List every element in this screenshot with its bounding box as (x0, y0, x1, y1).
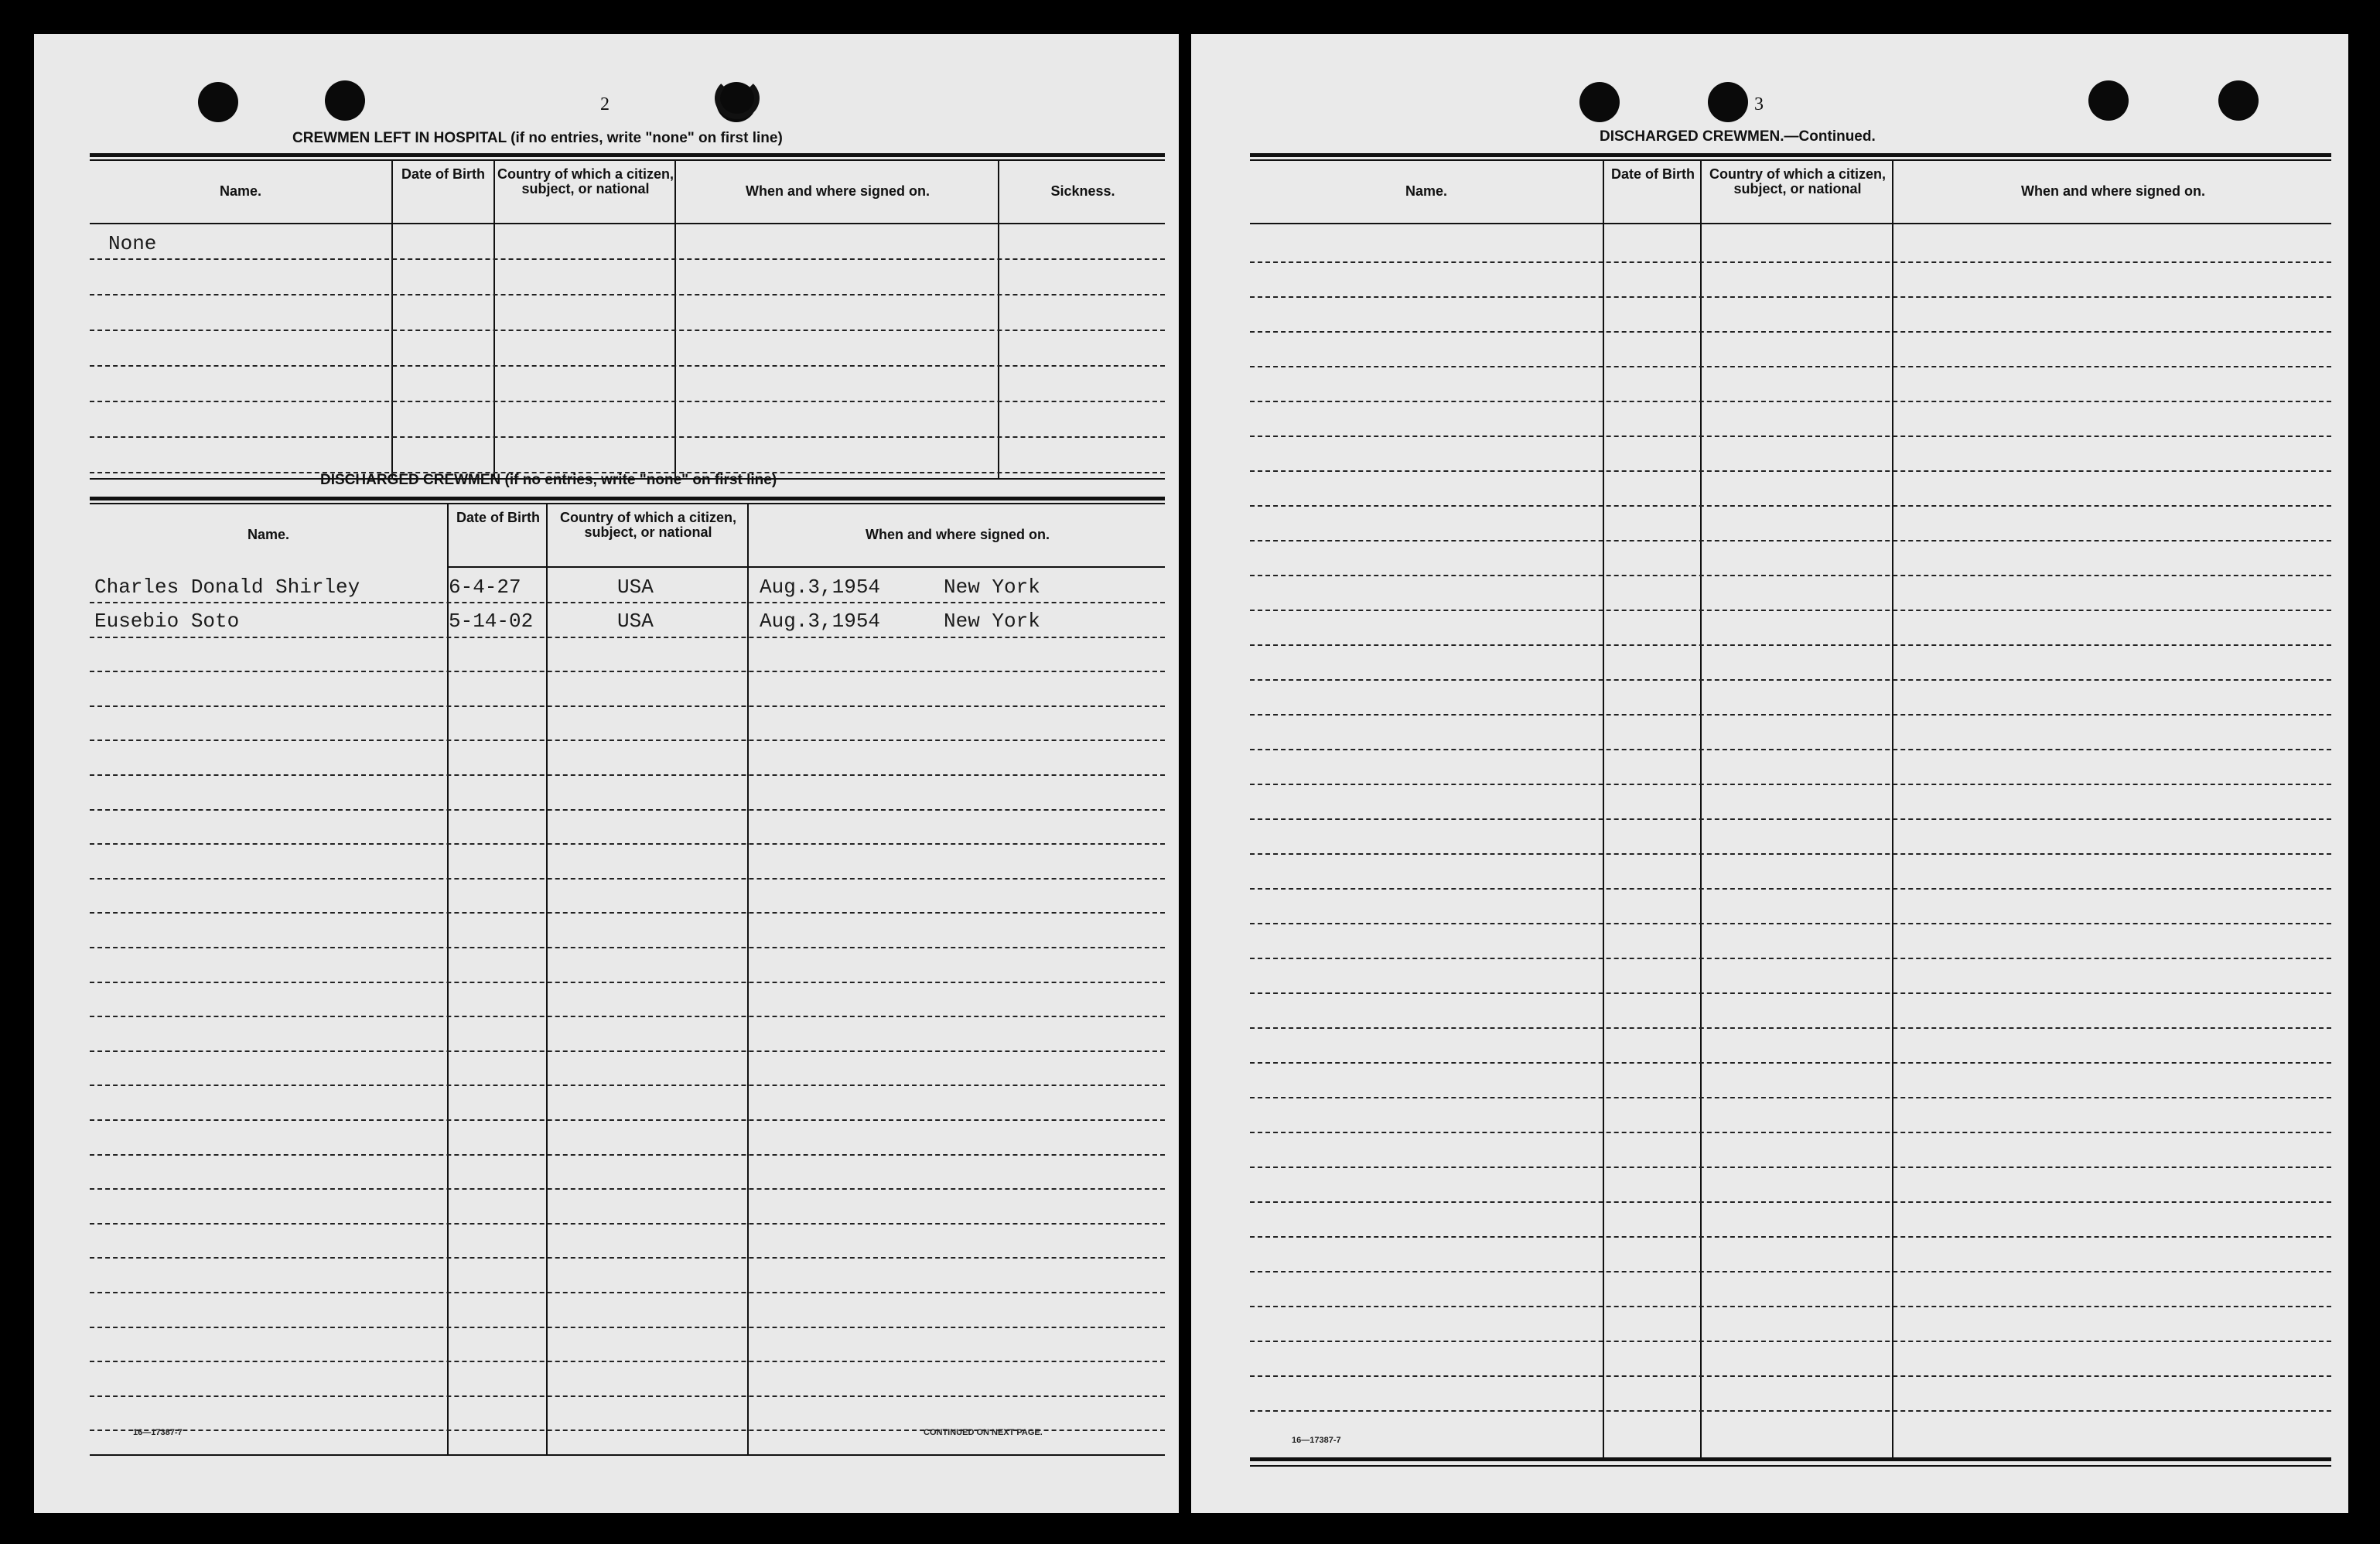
ruled-line (90, 1292, 1165, 1293)
ruled-line (1250, 1341, 2331, 1342)
hospital-country-header: Country of which a citizen, subject, or national (497, 166, 674, 196)
crewman-country: USA (617, 576, 654, 599)
ruled-line (1250, 1167, 2331, 1168)
ruled-line (1250, 1306, 2331, 1307)
ruled-line (1250, 784, 2331, 785)
discharged-dob-header: Date of Birth (456, 510, 540, 525)
ruled-line (90, 365, 1165, 367)
left-form-page (34, 34, 1179, 1513)
ruled-line (1250, 436, 2331, 437)
signed-on-place: New York (944, 576, 1040, 599)
ruled-line (1250, 679, 2331, 681)
rule (90, 497, 1165, 500)
column-divider (546, 504, 548, 1456)
ruled-line (90, 1395, 1165, 1397)
ruled-line (1250, 992, 2331, 994)
column-divider (493, 161, 495, 480)
ruled-line (90, 982, 1165, 983)
discharged-name-header: Name. (247, 527, 290, 542)
hospital-name-header: Name. (219, 183, 262, 199)
discharged-section-title: DISCHARGED CREWMEN (if no entries, write "none" on first line) (320, 472, 777, 488)
crewman-name: Eusebio Soto (94, 610, 240, 633)
ruled-line (90, 671, 1165, 672)
ruled-line (1250, 888, 2331, 890)
page-number: 2 (600, 94, 610, 114)
country-header: Country of which a citizen, subject, or national (1709, 166, 1886, 196)
ruled-line (1250, 401, 2331, 402)
crewman-dob: 6-4-27 (449, 576, 521, 599)
ruled-line (90, 1188, 1165, 1190)
ruled-line (90, 843, 1165, 845)
column-divider (447, 504, 449, 1456)
column-divider (1892, 161, 1893, 1460)
rule (1250, 153, 2331, 157)
ruled-line (1250, 1132, 2331, 1133)
column-divider (391, 161, 393, 480)
signed-header: When and where signed on. (2020, 183, 2206, 199)
hospital-section-title: CREWMEN LEFT IN HOSPITAL (if no entries, write "none" on first line) (292, 130, 783, 146)
name-header: Name. (1405, 183, 1448, 199)
ruled-line (90, 1016, 1165, 1017)
rule (1250, 1457, 2331, 1461)
ruled-line (90, 809, 1165, 811)
ruled-line (90, 1223, 1165, 1225)
signed-on-place: New York (944, 610, 1040, 633)
ruled-line (1250, 1097, 2331, 1098)
ruled-line (1250, 331, 2331, 333)
torn-punch-hole (715, 77, 760, 119)
rule (90, 1454, 1165, 1456)
punch-hole (2088, 80, 2129, 121)
column-divider (747, 504, 749, 1456)
ruled-line (1250, 505, 2331, 507)
hospital-sickness-header: Sickness. (1050, 183, 1115, 199)
form-number: 16—17387-7 (133, 1428, 183, 1437)
signed-on-date: Aug.3,1954 (760, 576, 881, 599)
hospital-entry: None (108, 232, 157, 255)
punch-hole (2218, 80, 2259, 121)
punch-hole (1708, 82, 1748, 122)
ruled-line (90, 1119, 1165, 1121)
ruled-line (1250, 853, 2331, 855)
ruled-line (90, 637, 1165, 638)
ruled-line (90, 774, 1165, 776)
crewman-country: USA (617, 610, 654, 633)
ruled-line (90, 1085, 1165, 1086)
ruled-line (1250, 923, 2331, 924)
column-divider (674, 161, 676, 480)
rule (90, 153, 1165, 157)
ruled-line (1250, 1027, 2331, 1029)
ruled-line (90, 705, 1165, 707)
ruled-line (1250, 644, 2331, 646)
rule (447, 566, 1165, 568)
ruled-line (90, 1327, 1165, 1328)
ruled-line (90, 912, 1165, 914)
discharged-country-header: Country of which a citizen, subject, or national (559, 510, 736, 540)
right-form-page (1191, 34, 2348, 1513)
ruled-line (1250, 470, 2331, 472)
ruled-line (90, 1154, 1165, 1156)
discharged-continued-title: DISCHARGED CREWMEN.—Continued. (1600, 128, 1876, 145)
ruled-line (90, 294, 1165, 295)
hospital-dob-header: Date of Birth (401, 166, 485, 182)
form-number: 16—17387-7 (1292, 1436, 1341, 1445)
rule (1250, 223, 2331, 224)
ruled-line (1250, 1236, 2331, 1238)
ruled-line (1250, 958, 2331, 959)
ruled-line (1250, 261, 2331, 263)
rule (1250, 1465, 2331, 1467)
ruled-line (1250, 1271, 2331, 1272)
ruled-line (90, 1361, 1165, 1362)
ruled-line (1250, 610, 2331, 611)
ruled-line (1250, 575, 2331, 576)
continued-note: CONTINUED ON NEXT PAGE. (924, 1428, 1043, 1437)
rule (1250, 159, 2331, 161)
ruled-line (1250, 1375, 2331, 1377)
crewman-name: Charles Donald Shirley (94, 576, 360, 599)
ruled-line (1250, 1410, 2331, 1412)
ruled-line (90, 602, 1165, 603)
punch-hole (198, 82, 238, 122)
punch-hole (1579, 82, 1620, 122)
column-divider (1603, 161, 1604, 1460)
ruled-line (90, 401, 1165, 402)
rule (90, 223, 1165, 224)
punch-hole (325, 80, 365, 121)
discharged-signed-header: When and where signed on. (865, 527, 1050, 542)
ruled-line (1250, 366, 2331, 367)
page-number: 3 (1754, 94, 1764, 114)
crewman-dob: 5-14-02 (449, 610, 534, 633)
ruled-line (1250, 818, 2331, 820)
ruled-line (1250, 296, 2331, 298)
column-divider (998, 161, 999, 480)
dob-header: Date of Birth (1611, 166, 1695, 182)
ruled-line (1250, 540, 2331, 541)
rule (90, 159, 1165, 161)
ruled-line (90, 878, 1165, 880)
ruled-line (90, 436, 1165, 438)
ruled-line (1250, 714, 2331, 716)
ruled-line (90, 1257, 1165, 1259)
ruled-line (1250, 749, 2331, 750)
ruled-line (90, 258, 1165, 260)
ruled-line (1250, 1201, 2331, 1203)
rule (90, 503, 1165, 504)
ruled-line (90, 330, 1165, 331)
ruled-line (90, 947, 1165, 948)
column-divider (1700, 161, 1702, 1460)
ruled-line (1250, 1062, 2331, 1064)
ruled-line (90, 1050, 1165, 1052)
signed-on-date: Aug.3,1954 (760, 610, 881, 633)
ruled-line (90, 740, 1165, 741)
hospital-signed-header: When and where signed on. (745, 183, 930, 199)
